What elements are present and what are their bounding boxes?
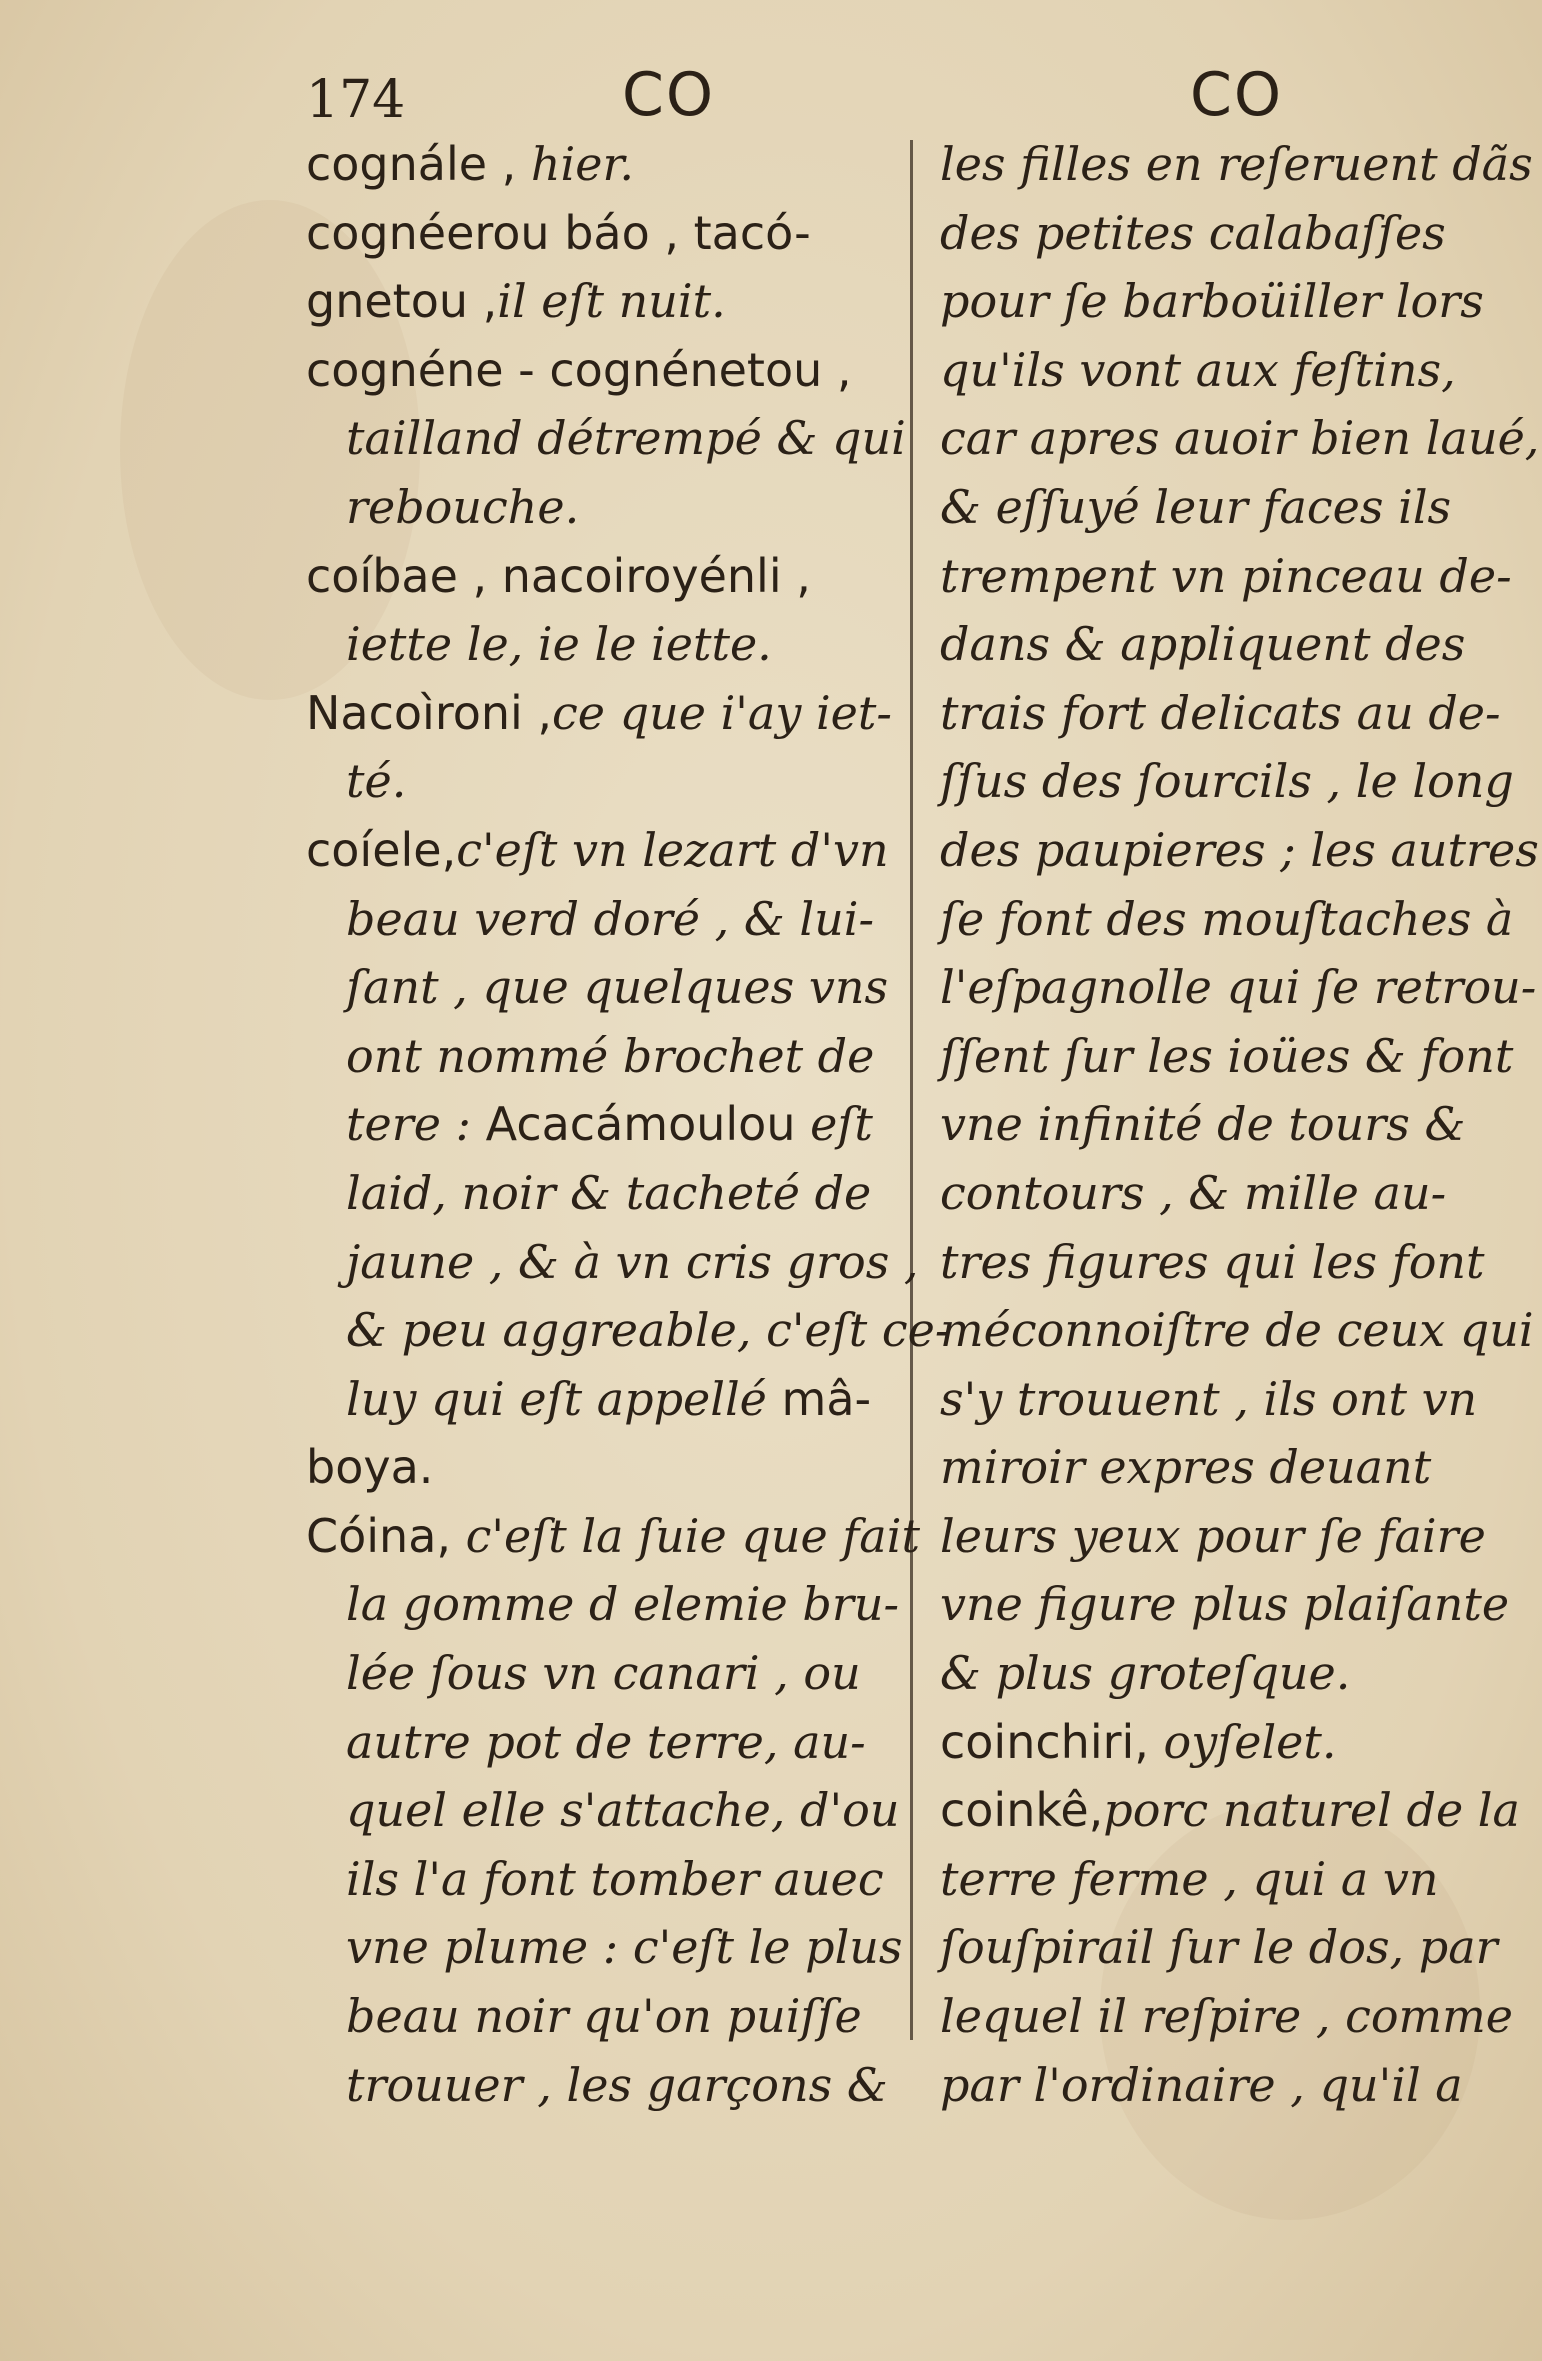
headword: boya.: [306, 1440, 434, 1495]
definition-text: ce que i'ay iet-: [552, 685, 892, 740]
definition-text: tere :: [346, 1097, 486, 1152]
text-line: [306, 1502, 920, 1571]
text-line: [306, 1570, 899, 1639]
text-line: [940, 1776, 1525, 1845]
definition-text: l'eſpagnolle qui ſe retrou-: [940, 960, 1537, 1015]
definition-text: c'eſt la ſuie que fait: [451, 1508, 920, 1563]
definition-text: trouuer , les garçons &: [346, 2057, 888, 2112]
definition-text: beau verd doré , & lui-: [346, 891, 874, 946]
page-number: 174: [306, 70, 406, 130]
text-line: [306, 1365, 886, 1434]
text-line: [940, 1639, 1525, 1708]
definition-text: laid, noir & tacheté de: [346, 1165, 872, 1220]
headword: coíbae , nacoiroyénli ,: [306, 548, 811, 603]
headword: cognéne - cognénetou ,: [306, 342, 852, 397]
definition-text: des paupieres ; les autres: [940, 822, 1539, 877]
text-line: [306, 816, 889, 885]
text-line: [306, 1022, 886, 1091]
headword: gnetou ,: [306, 274, 498, 329]
definition-text: les filles en reſeruent dãs: [940, 137, 1533, 191]
left-column: [306, 130, 951, 2119]
text-line: [306, 610, 886, 679]
definition-text: jaune , & à vn cris gros ,: [346, 1234, 919, 1289]
definition-text: beau noir qu'on puiſſe: [346, 1989, 862, 2044]
text-line: [306, 130, 886, 199]
definition-text: miroir expres deuant: [940, 1440, 1432, 1495]
definition-text: leurs yeux pour ſe faire: [940, 1508, 1486, 1563]
definition-text: trais fort delicats au de-: [940, 685, 1501, 740]
text-line: [940, 1708, 1525, 1777]
definition-text: ſe font des mouſtaches à: [940, 891, 1514, 946]
text-line: [940, 2051, 1525, 2120]
headword: cognále ,: [306, 137, 517, 191]
definition-text: tailland détrempé & qui: [346, 411, 906, 466]
definition-text: oyſelet.: [1148, 1714, 1337, 1769]
definition-text: ils l'a font tomber auec: [346, 1851, 884, 1906]
definition-text: & peu aggreable, c'eſt ce-: [346, 1303, 951, 1358]
definition-text: ſſent ſur les ioües & font: [940, 1028, 1514, 1083]
column-rule: [910, 140, 913, 2040]
headword: cognéerou báo , tacó-: [306, 205, 811, 260]
definition-text: il eſt nuit.: [497, 274, 726, 329]
text-line: [940, 336, 1525, 405]
definition-text: ſouſpirail ſur le dos, par: [940, 1920, 1498, 1975]
text-line: [940, 679, 1525, 748]
right-column: [940, 130, 1540, 2119]
text-line: [940, 1365, 1525, 1434]
text-line: [940, 130, 1533, 199]
definition-text: autre pot de terre, au-: [346, 1714, 866, 1769]
text-line: [306, 1433, 886, 1502]
text-line: [306, 1708, 886, 1777]
definition-text: porc naturel de la: [1103, 1783, 1520, 1838]
text-line: [940, 953, 1537, 1022]
right-running-head: CO: [1190, 60, 1284, 130]
text-line: [940, 1228, 1525, 1297]
text-line: [940, 1296, 1534, 1365]
text-line: [306, 2051, 886, 2120]
definition-text: méconnoiſtre de ceux qui: [940, 1303, 1534, 1358]
definition-text: dans & appliquent des: [940, 617, 1466, 672]
definition-text: terre ferme , qui a vn: [940, 1851, 1439, 1906]
definition-text: lequel il reſpire , comme: [940, 1989, 1514, 2044]
text-line: [306, 336, 886, 405]
text-line: [940, 1090, 1525, 1159]
headword: mâ-: [766, 1371, 872, 1426]
definition-text: ſſus des ſourcils , le long: [940, 754, 1514, 809]
definition-text: vne infinité de tours &: [940, 1097, 1466, 1152]
text-line: [940, 1845, 1525, 1914]
text-line: [940, 1433, 1525, 1502]
text-line: [306, 267, 886, 336]
definition-text: qu'ils vont aux feſtins,: [940, 342, 1456, 397]
definition-text: pour ſe barboüiller lors: [940, 274, 1484, 329]
definition-text: contours , & mille au-: [940, 1165, 1447, 1220]
definition-text: par l'ordinaire , qu'il a: [940, 2057, 1463, 2112]
text-line: [306, 1982, 886, 2051]
definition-text: tres figures qui les font: [940, 1234, 1485, 1289]
definition-text: rebouche.: [346, 479, 580, 534]
definition-text: vne figure plus plaiſante: [940, 1577, 1510, 1632]
text-line: [306, 1845, 886, 1914]
text-line: [940, 1502, 1525, 1571]
text-line: [940, 1159, 1525, 1228]
text-line: [306, 1159, 886, 1228]
text-line: [306, 1776, 900, 1845]
text-line: [940, 610, 1525, 679]
left-running-head: CO: [622, 60, 716, 130]
text-line: [306, 1090, 886, 1159]
definition-text: vne plume : c'eſt le plus: [346, 1920, 903, 1975]
definition-text: des petites calabaſſes: [940, 205, 1446, 260]
text-line: [306, 953, 889, 1022]
text-line: [940, 1570, 1525, 1639]
text-line: [306, 404, 906, 473]
definition-text: & eſſuyé leur faces ils: [940, 479, 1452, 534]
text-line: [306, 199, 886, 268]
text-line: [940, 1913, 1525, 1982]
text-line: [306, 473, 886, 542]
text-line: [940, 404, 1540, 473]
text-line: [940, 267, 1525, 336]
text-line: [940, 816, 1539, 885]
text-line: [940, 1982, 1525, 2051]
definition-text: la gomme d elemie bru-: [346, 1577, 899, 1632]
text-line: [940, 1022, 1525, 1091]
definition-text: luy qui eſt appellé: [346, 1371, 767, 1426]
definition-text: té.: [346, 754, 407, 809]
headword: Acacámoulou: [485, 1097, 796, 1152]
text-line: [306, 1296, 951, 1365]
text-line: [306, 1639, 886, 1708]
headword: coinkê,: [940, 1783, 1104, 1838]
running-header: [0, 60, 1542, 130]
headword: coinchiri,: [940, 1714, 1149, 1769]
text-line: [306, 747, 886, 816]
definition-text: ont nommé brochet de: [346, 1028, 875, 1083]
text-line: [940, 542, 1525, 611]
definition-text: lée ſous vn canari , ou: [346, 1646, 861, 1701]
text-line: [940, 885, 1525, 954]
text-line: [940, 747, 1525, 816]
definition-text: car apres auoir bien laué,: [940, 411, 1540, 466]
definition-text: & plus groteſque.: [940, 1646, 1351, 1701]
definition-text: trempent vn pinceau de-: [940, 548, 1512, 603]
text-line: [306, 1228, 919, 1297]
text-line: [306, 679, 892, 748]
headword: Cóina,: [306, 1508, 452, 1563]
text-line: [940, 473, 1525, 542]
definition-text: iette le, ie le iette.: [346, 617, 772, 672]
text-line: [306, 885, 886, 954]
text-line: [940, 199, 1525, 268]
text-line: [306, 1913, 903, 1982]
text-line: [306, 542, 886, 611]
headword: Nacoìroni ,: [306, 685, 553, 740]
definition-text: hier.: [516, 137, 635, 191]
headword: coíele,: [306, 822, 457, 877]
definition-text: c'eſt vn lezart d'vn: [456, 822, 889, 877]
definition-text: eſt: [795, 1097, 873, 1152]
definition-text: quel elle s'attache, d'ou: [346, 1783, 900, 1838]
definition-text: ſant , que quelques vns: [346, 960, 889, 1015]
definition-text: s'y trouuent , ils ont vn: [940, 1371, 1478, 1426]
